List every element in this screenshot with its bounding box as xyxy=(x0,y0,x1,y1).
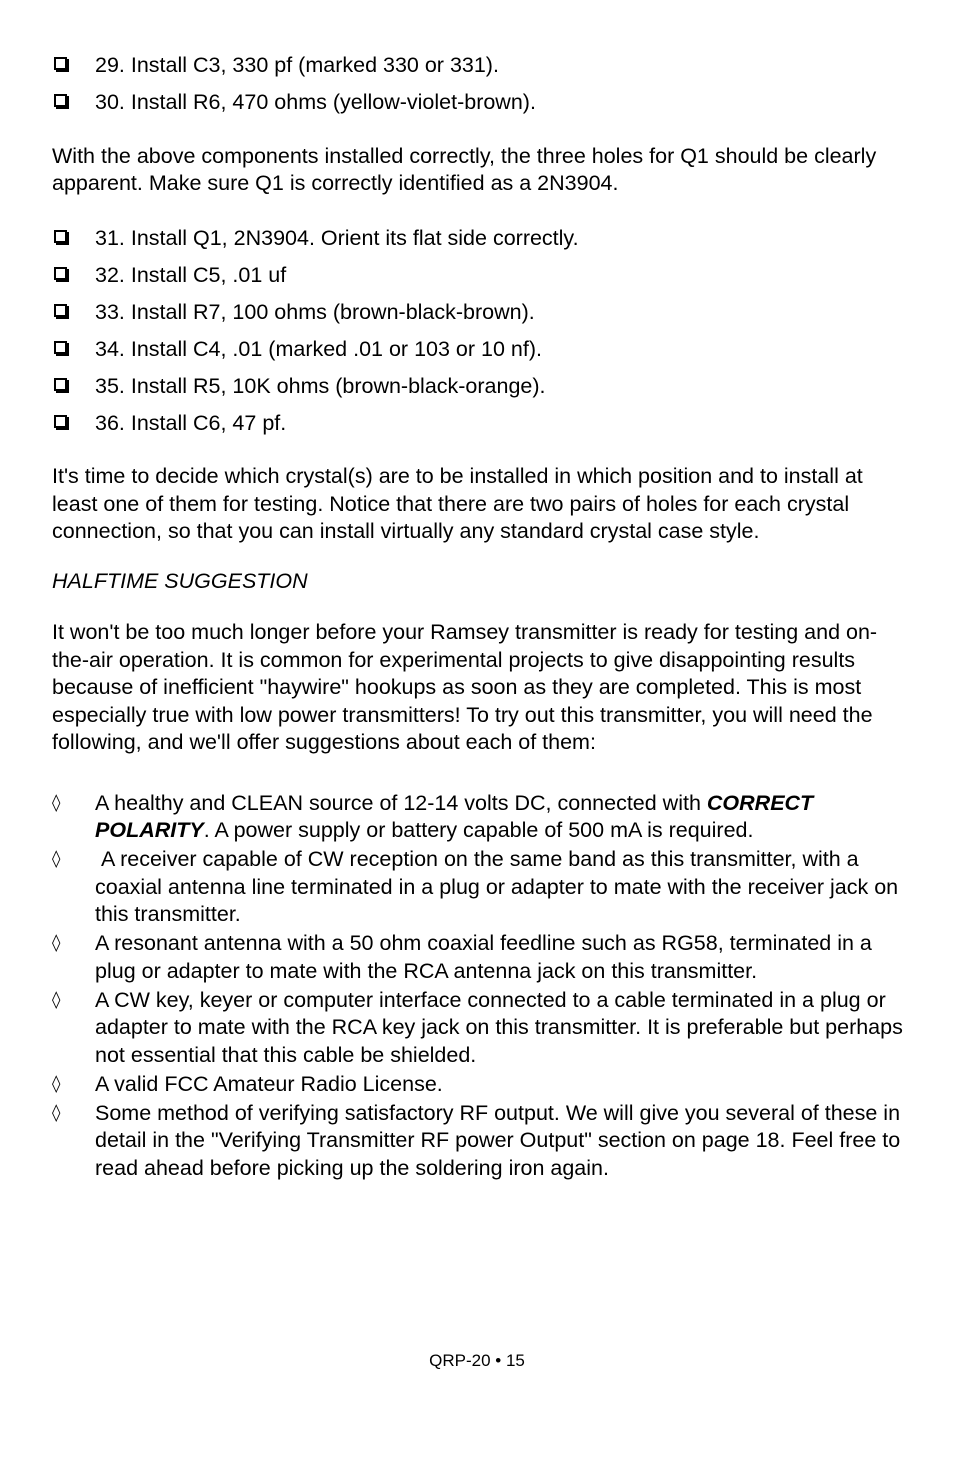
bullet-text: Some method of verifying satisfactory RF output. We will give you several of these in detail in the "Verifying Transmitter RF power Output" section on page 18. Feel free to read ahead before picking up the soldering iron again. xyxy=(95,1100,901,1180)
bullet-text: A CW key, keyer or computer interface connected to a cable terminated in a plug or adapter to mate with the RCA key jack on this transmitter. It is preferable but perhaps not essential that this cable be shielded. xyxy=(95,987,903,1067)
step-35 xyxy=(52,373,912,401)
q1-paragraph: With the above components installed correctly, the three holes for Q1 should be clearly apparent. Make sure Q1 is correctly identified as a 2N3904. xyxy=(52,143,877,195)
step-29 xyxy=(52,52,912,80)
step-32 xyxy=(52,262,912,290)
diamond-bullet-icon: ◊ xyxy=(52,989,61,1010)
step-34 xyxy=(52,336,912,364)
step-text: 31. Install Q1, 2N3904. Orient its flat side correctly. xyxy=(95,225,579,250)
step-text: 33. Install R7, 100 ohms (brown-black-brown). xyxy=(95,299,535,324)
list-item xyxy=(52,1100,912,1183)
bullet-text: A valid FCC Amateur Radio License. xyxy=(95,1071,443,1096)
checkbox-icon[interactable] xyxy=(54,304,67,317)
step-text: 34. Install C4, .01 (marked .01 or 103 or 10 nf). xyxy=(95,336,542,361)
manual-page xyxy=(52,52,912,1182)
bullet-text: A healthy and CLEAN source of 12-14 volts DC, connected with xyxy=(95,790,707,815)
section-heading: HALFTIME SUGGESTION xyxy=(52,568,308,593)
step-text: 35. Install R5, 10K ohms (brown-black-orange). xyxy=(95,373,546,398)
requirements-list xyxy=(52,790,912,1183)
crystal-paragraph: It's time to decide which crystal(s) are to be installed in which position and to install at least one of them for testing. Notice that there are two pairs of holes for each crystal connection, so that you can install virtually any standard crystal case style. xyxy=(52,464,863,543)
list-item xyxy=(52,846,912,929)
checkbox-icon[interactable] xyxy=(54,230,67,243)
step-31 xyxy=(52,225,912,253)
step-30 xyxy=(52,89,912,117)
diamond-bullet-icon: ◊ xyxy=(52,792,61,813)
checkbox-icon[interactable] xyxy=(54,415,67,428)
bullet-text: A receiver capable of CW reception on the same band as this transmitter, with a coaxial antenna line terminated in a plug or adapter to mate with the receiver jack on this transmitter. xyxy=(95,847,905,926)
list-item xyxy=(52,790,912,845)
checkbox-icon[interactable] xyxy=(54,341,67,354)
checkbox-icon[interactable] xyxy=(54,378,67,391)
page-footer: QRP-20 • 15 xyxy=(429,1351,525,1370)
bullet-text: A resonant antenna with a 50 ohm coaxial feedline such as RG58, terminated in a plug or adapter to mate with the RCA antenna jack on this transmitter. xyxy=(95,931,872,983)
checkbox-icon[interactable] xyxy=(54,94,67,107)
step-text: 30. Install R6, 470 ohms (yellow-violet-brown). xyxy=(95,90,536,114)
step-text: 36. Install C6, 47 pf. xyxy=(95,410,287,435)
checkbox-icon[interactable] xyxy=(54,57,67,70)
halftime-paragraph: It won't be too much longer before your Ramsey transmitter is ready for testing and on-the-air operation. It is common for experimental projects to give disappointing results because of inefficient "haywire" hookups as soon as they are completed. This is most especially true with low power transmitters! To try out this transmitter, you will need the following, and we'll offer suggestions about each of them: xyxy=(52,620,878,754)
diamond-bullet-icon: ◊ xyxy=(52,1073,61,1094)
step-text: 29. Install C3, 330 pf (marked 330 or 331). xyxy=(95,53,499,77)
list-item xyxy=(52,987,912,1070)
emphasis-text: CORRECT POLARITY xyxy=(95,790,814,842)
diamond-bullet-icon: ◊ xyxy=(52,933,61,953)
list-item xyxy=(52,1071,912,1099)
bullet-text: . A power supply or battery capable of 500 mA is required. xyxy=(203,818,754,842)
step-33 xyxy=(52,299,912,327)
list-item xyxy=(52,930,912,985)
diamond-bullet-icon: ◊ xyxy=(52,1102,61,1123)
diamond-bullet-icon: ◊ xyxy=(52,849,61,869)
step-text: 32. Install C5, .01 uf xyxy=(95,262,287,287)
step-36 xyxy=(52,410,912,438)
checkbox-icon[interactable] xyxy=(54,267,67,280)
